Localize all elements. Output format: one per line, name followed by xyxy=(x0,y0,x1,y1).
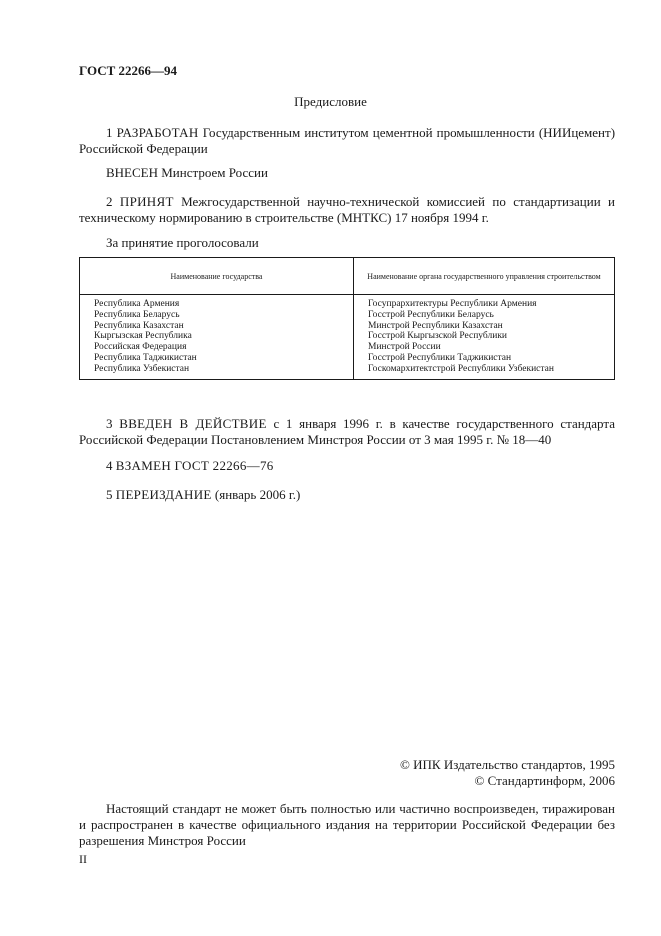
item-replaces-label: ВЗАМЕН ГОСТ 22266—76 xyxy=(115,458,274,473)
authority-name: Госупрархитектуры Республики Армения xyxy=(368,299,537,309)
authority-name: Госстрой Кыргызской Республики xyxy=(368,331,508,342)
item-adopted-number: 2 xyxy=(106,194,113,209)
state-name: Кыргызская Республика xyxy=(94,331,192,342)
authority-name: Минстрой России xyxy=(368,342,441,353)
item-replaces xyxy=(79,458,615,474)
authority-name: Госстрой Республики Таджикистан xyxy=(368,352,512,363)
item-introduced xyxy=(79,165,615,181)
item-adopted-text: Межгосударственной научно-технической комиссией по стандартизации и техническому нормированию в строительстве (МНТКС) 17 ноября 1994 г. xyxy=(79,194,615,225)
state-name: Республика Армения xyxy=(94,299,180,309)
authority-name: Госстрой Республики Беларусь xyxy=(368,309,494,320)
state-name: Российская Федерация xyxy=(94,342,187,353)
reproduction-notice-text: Настоящий стандарт не может быть полностью или частично воспроизведен, тиражирован и распространен в качестве официального издания на территории Российской Федерации без разрешения Минстроя России xyxy=(79,801,615,848)
section-title: Предисловие xyxy=(294,94,367,109)
table-header-row xyxy=(80,258,615,295)
item-effective-label: ВВЕДЕН В ДЕЙСТВИЕ xyxy=(119,416,267,431)
standard-code-header: ГОСТ 22266—94 xyxy=(79,63,178,78)
state-name: Республика Казахстан xyxy=(94,320,184,331)
item-reissue-text: (январь 2006 г.) xyxy=(214,487,301,502)
item-adopted-label: ПРИНЯТ xyxy=(119,194,174,209)
item-developed xyxy=(79,125,615,157)
voting-states-table xyxy=(79,257,615,380)
table-body-row xyxy=(80,295,615,380)
column-header-body: Наименование органа государственного управления строительством xyxy=(354,258,615,295)
copyright-line-1: © ИПК Издательство стандартов, 1995 xyxy=(400,757,615,772)
item-replaces-number: 4 xyxy=(106,458,113,473)
item-introduced-text: ВНЕСЕН Минстроем России xyxy=(106,165,268,180)
item-effective-text: с 1 января 1996 г. в качестве государственного стандарта Российской Федерации Постановлением Минстроя России от 3 мая 1995 г. № 18—40 xyxy=(79,416,615,447)
item-reissue xyxy=(79,487,615,503)
item-reissue-label: ПЕРЕИЗДАНИЕ xyxy=(115,487,212,502)
state-name: Республика Узбекистан xyxy=(94,363,190,374)
authority-name: Госкомархитектстрой Республики Узбекистан xyxy=(368,363,554,374)
voted-caption xyxy=(79,235,615,251)
item-developed-text: Государственным институтом цементной промышленности (НИИцемент) Российской Федерации xyxy=(79,125,616,156)
authority-name: Минстрой Республики Казахстан xyxy=(368,320,503,331)
state-list xyxy=(80,295,354,380)
state-name: Республика Беларусь xyxy=(94,309,180,320)
voted-caption-text: За принятие проголосовали xyxy=(106,235,259,250)
state-name: Республика Таджикистан xyxy=(94,352,197,363)
item-adopted xyxy=(79,194,615,226)
page-number: II xyxy=(79,852,87,866)
authority-list xyxy=(354,295,615,380)
item-reissue-number: 5 xyxy=(106,487,113,502)
item-effective-number: 3 xyxy=(106,416,113,431)
reproduction-notice xyxy=(79,801,615,849)
item-developed-number: 1 xyxy=(106,125,113,140)
copyright-line-2: © Стандартинформ, 2006 xyxy=(474,773,615,788)
column-header-state: Наименование государства xyxy=(80,258,354,295)
item-effective xyxy=(79,416,615,448)
item-developed-label: РАЗРАБОТАН xyxy=(116,125,199,140)
